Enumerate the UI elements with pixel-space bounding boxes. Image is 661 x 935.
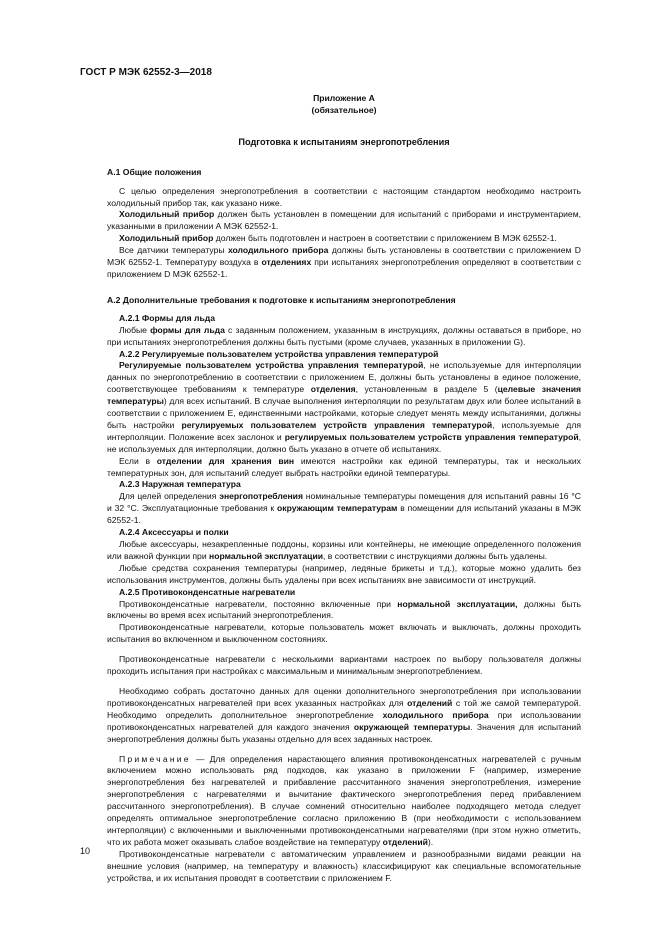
annex-title: Приложение А <box>313 93 375 103</box>
a25-paragraph-4: Необходимо собрать достаточно данных для оценки дополнительного энергопотребления при использовании противоконденсатных нагревателей при всех указанных настройках для отделений с той же самой температурой. Необходимо определить дополнительное энергопотребление холодильного прибора при использовании противоконденсатных нагревателей для каждого значения окружающей температуры. Значения для испытаний энергопотребления должны быть указаны отдельно для всех заданных настроек. <box>107 685 581 744</box>
a22-paragraph-2: Если в отделении для хранения вин имеются настройки как единой температуры, так и нескольких температурных зон, для испытаний следует выбрать настройки единой температуры. <box>107 455 581 478</box>
a1-paragraph-1: С целью определения энергопотребления в соответствии с настоящим стандартом необходимо настроить холодильный прибор так, как указано ниже. <box>107 185 581 208</box>
subsection-a23-title: А.2.3 Наружная температура <box>119 479 241 490</box>
a1-paragraph-4: Все датчики температуры холодильного прибора должны быть установлены в соответствии с приложением D МЭК 62552-1. Температуру воздуха в отделениях при испытаниях энергопотребления определяют в соответствии с приложением D МЭК 62552-1. <box>107 245 582 279</box>
subsection-a24-title: А.2.4 Аксессуары и полки <box>119 527 229 538</box>
a25-paragraph-3: Противоконденсатные нагреватели с несколькими вариантами настроек по выбору пользователя должны проходить испытания при настройках с максимальным и минимальным энергопотреблением. <box>107 654 581 677</box>
a1-paragraph-3: Холодильный прибор должен быть подготовлен и настроен в соответствии с приложением В МЭК 62552-1. <box>119 233 557 244</box>
a24-paragraph-2: Любые средства сохранения температуры (например, ледяные брикеты и т.д.), которые можно удалить без использования инструментов, должны быть удалены при всех испытаниях вне зависимости от инструкций. <box>107 562 581 585</box>
a1-paragraph-2: Холодильный прибор должен быть установлен в помещении для испытаний с приборами и инструментарием, указанными в приложении А МЭК 62552-1. <box>107 209 581 232</box>
a25-paragraph-1: Противоконденсатные нагреватели, постоянно включенные при нормальной эксплуатации, должны быть включены во время всех испытаний энергопотребления. <box>107 598 582 621</box>
section-a2-title: А.2 Дополнительные требования к подготовке к испытаниям энергопотребления <box>107 294 456 305</box>
subsection-a22-title: А.2.2 Регулируемые пользователем устройства управления температурой <box>119 348 439 359</box>
page-number: 10 <box>80 846 91 856</box>
a22-paragraph-1: Регулируемые пользователем устройства управления температурой, не используемые для интерполяции данных по энергопотреблению в соответствии с приложением Е, должны быть установлены в единое положение, соответствующее требованиям к температуре отделения, установленным в разделе 5 (целевые значения температуры) для всех испытаний. В случае выполнения интерполяции по результатам двух или более испытаний в соответствии с приложением Е, единственными настройками, которые следует менять между испытаниями, должны быть настройки регулируемых пользователем устройств управления температурой, используемые для интерполяции. Положение всех заслонок и регулируемых пользователем устройств управления температурой, не используемых для интерполяции, должно быть указано в отчете об испытаниях. <box>107 360 581 454</box>
document-header: ГОСТ Р МЭК 62552-3—2018 <box>80 67 212 78</box>
page-content <box>107 90 581 884</box>
subsection-a25-title: А.2.5 Противоконденсатные нагреватели <box>119 586 296 597</box>
a25-paragraph-2: Противоконденсатные нагреватели, которые пользователь может включать и выключать, должны проходить испытания во включенном и выключенном состояниях. <box>107 622 581 645</box>
annex-status: (обязательное) <box>311 104 377 115</box>
a25-paragraph-5: Противоконденсатные нагреватели с автоматическим управлением и разнообразными видами реакции на внешние условия (например, на температуру и влажность) классифицируют как специальные вспомогательные устройства, и их испытания проводят в соответствии с приложением F. <box>107 848 581 883</box>
subsection-a21-title: А.2.1 Формы для льда <box>119 312 216 323</box>
annex-heading: Подготовка к испытаниям энергопотребления <box>238 136 450 147</box>
a23-paragraph-1: Для целей определения энергопотребления номинальные температуры помещения для испытаний равны 16 °С и 32 °С. Эксплуатационные требования к окружающим температурам в помещении для испытаний указаны в МЭК 62552-1. <box>107 491 581 526</box>
a21-paragraph-1: Любые формы для льда с заданным положением, указанным в инструкциях, должны оставаться в приборе, но при испытаниях энергопотребления должны быть пустыми (кроме случаев, указанных в приложении G). <box>107 324 582 347</box>
a24-paragraph-1: Любые аксессуары, незакрепленные поддоны, корзины или контейнеры, не имеющие определенного положения или важной функции при нормальной эксплуатации, в соответствии с инструкциями должны быть удалены. <box>107 539 581 561</box>
section-a1-title: А.1 Общие положения <box>107 166 202 177</box>
a25-note: Примечание — Для определения нарастающего влияния противоконденсатных нагревателей с ручным включением можно использовать ряд подходов, как указано в приложении F (например, измерение энергопотребления без нагревателей и прибавление рассчитанного значения энергопотребления, измерение энергопотребления с нагревателями и вычитание фактического энергопотребления перед прибавлением рассчитанного энергопотребления). В случае сомнений относительно наиболее подходящего метода следует определять оптимальное энергопотребление согласно приложению В (при необходимости с использованием интерполяции) с включенными и выключенными противоконденсатными нагревателями (при этом нужно отметить, что их работа может оказывать слабое воздействие на температуру отделений). <box>107 753 581 847</box>
note-label: Примечание <box>119 753 191 764</box>
